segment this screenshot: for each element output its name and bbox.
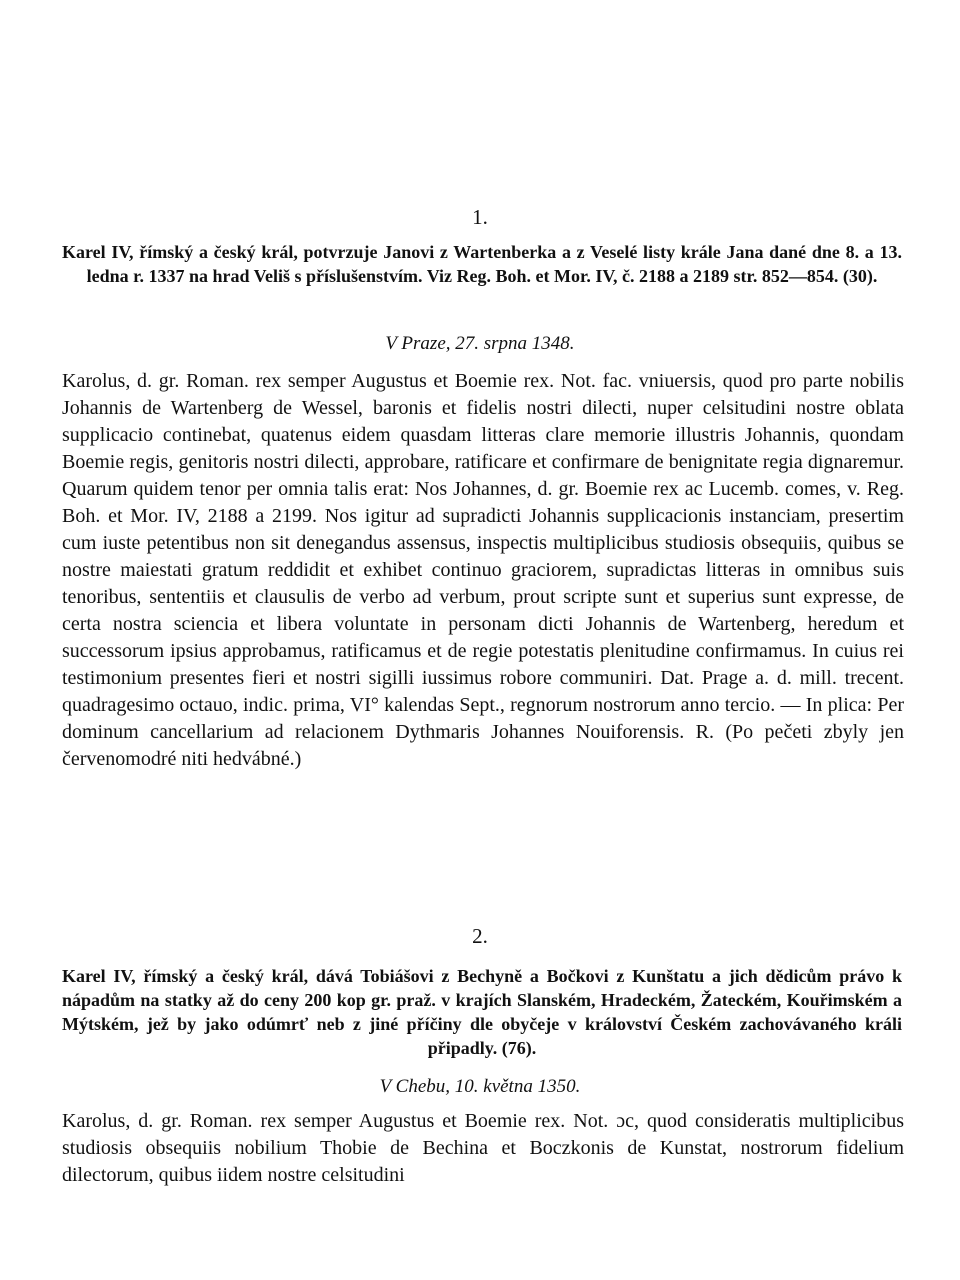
latin-text: Karolus, d. gr. Roman. rex semper Augustus et Boemie rex. Not. fac. vniuersis, quod pro parte nobilis Johannis de Wartenberg de Wessel, baronis et fidelis nostri dilecti, nuper celsitudini nostre oblata supplicacio continebat, quatenus eidem quasdam litteras clare memorie illustris Johannis, quondam Boemie regis, genitoris nostri dilecti, approbare, ratificare et confirmare de benignitate regia dignaremur. Quarum quidem tenor per omnia talis erat: Nos Johannes, d. gr. Boemie rex ac Lucemb. comes, v. Reg. Boh. et Mor. IV, 2188 a 2199. Nos igitur ad supradicti Johannis supplicacionis instanciam, presertim cum iuste petentibus non sit denegandus assensus, inspectis multiplicibus studiosis obsequiis, quibus se nostre maiestati gratum reddidit et exhibet continuo graciorem, supradictas litteras in omnibus suis tenoribus, sententiis et clausulis de verbo ad verbum, prout scripte sunt et superius sunt expresse, de certa nostra sciencia et libera voluntate in personam dicti Johannis de Wartenberg, heredum et successorum ipsius approbamus, ratificamus et de regie potestatis plenitudine confirmamus. In cuius rei testimonium presentes fieri et nostri sigilli iussimus robore communiri. Dat. Prage a. d. mill. trecent. quadragesimo octauo, indic. prima, VI° kalendas Sept., regnorum nostrorum anno tercio. — In plica: Per dominum cancellarium ad relacionem Dythmaris Johannes Nouiforensis. R. (Po pečeti zbyly jen červenomodré niti hedvábné.): [62, 370, 904, 770]
latin-text: Karolus, d. gr. Roman. rex semper Augustus et Boemie rex. Not. ɔc, quod consideratis multiplicibus studiosis obsequiis nobilium Thobie de Bechina et Boczkonis de Kunstat, nostrorum fidelium dilectorum, quibus iidem nostre celsitudini: [62, 1110, 904, 1186]
document-summary: Karel IV, římský a český král, dává Tobiášovi z Bechyně a Bočkovi z Kunštatu a jich dědicům právo k nápadům na statky až do ceny 200 kop gr. praž. v krajích Slanském, Hradeckém, Žateckém, Kouřimském a Mýtském, jež by jako odúmrť neb z jiné příčiny dle obyčeje v království Českém zachovávaného králi připadly. (76).: [62, 966, 902, 1058]
document-summary: Karel IV, římský a český král, potvrzuje Janovi z Wartenberka a z Veselé listy krále Jana dané dne 8. a 13. ledna r. 1337 na hrad Veliš s příslušenstvím. Viz Reg. Boh. et Mor. IV, č. 2188 a 2189 str. 852—854. (30).: [62, 242, 902, 286]
document-number: 1.: [472, 205, 488, 229]
place-date: V Praze, 27. srpna 1348.: [385, 333, 575, 354]
place-date: V Chebu, 10. května 1350.: [379, 1076, 581, 1097]
document-text: [62, 1108, 904, 1189]
document-text: [62, 368, 904, 773]
document-number: 2.: [472, 924, 488, 948]
